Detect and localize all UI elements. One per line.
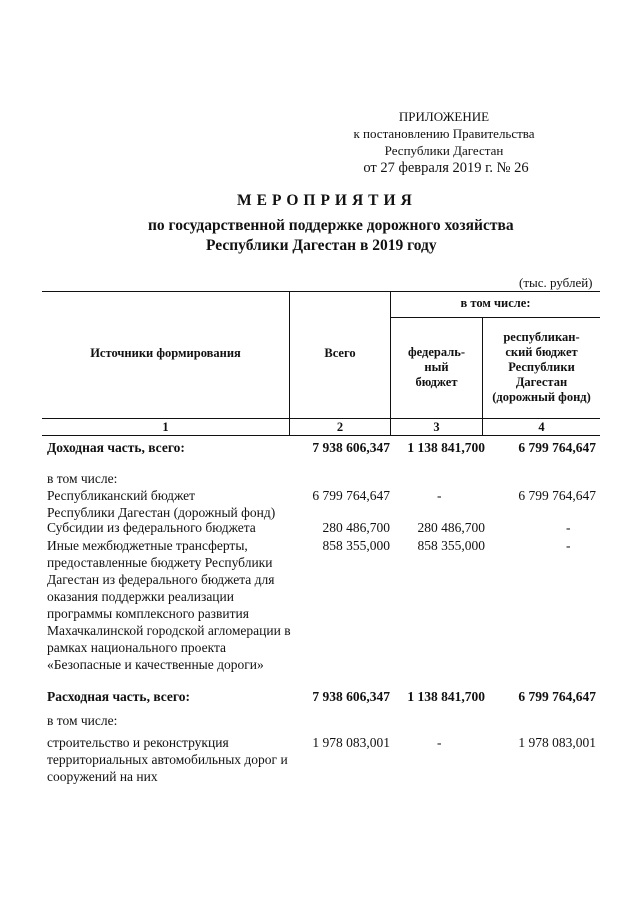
header-including-divider <box>390 317 600 318</box>
header-total: Всего <box>324 346 356 360</box>
income-row2-federal: 280 486,700 <box>417 520 485 535</box>
header-republic: республикан- ский бюджет Республики Дагестан (дорожный фонд) <box>492 330 591 404</box>
income-total-republic: 6 799 764,647 <box>518 440 596 455</box>
header-federal: федераль- ный бюджет <box>407 345 465 389</box>
units-label: (тыс. рублей) <box>519 275 593 290</box>
expense-row-road-construction: строительство и реконструкция территориальных автомобильных дорог и сооружений на них <box>47 735 288 784</box>
income-row-republic-budget: Республиканский бюджет Республики Дагестан (дорожный фонд) <box>47 488 276 520</box>
approval-resolution: к постановлению Правительства <box>353 126 535 141</box>
table-top-border <box>42 291 600 292</box>
income-row1-federal: - <box>437 488 442 503</box>
expense-total-republic: 6 799 764,647 <box>518 689 596 704</box>
header-source: Источники формирования <box>90 346 241 360</box>
approval-heading: ПРИЛОЖЕНИЕ <box>398 109 490 124</box>
income-total-federal: 1 138 841,700 <box>407 440 485 455</box>
approval-government: Республики Дагестан <box>384 143 504 158</box>
income-row2-republic: - <box>566 520 571 535</box>
income-row-federal-subsidies: Субсидии из федерального бюджета <box>47 520 256 535</box>
income-including-label: в том числе: <box>47 471 118 486</box>
income-row3-total: 858 355,000 <box>322 538 390 553</box>
column-number-3: 3 <box>433 420 440 434</box>
expense-including-label: в том числе: <box>47 713 118 728</box>
col-divider-1 <box>289 291 290 436</box>
expense-total-label: Расходная часть, всего: <box>47 689 190 704</box>
column-numbers-bottom-border <box>42 435 600 436</box>
header-including: в том числе: <box>460 296 531 310</box>
document-subtitle-year: Республики Дагестан в 2019 году <box>206 237 437 254</box>
income-total-all: 7 938 606,347 <box>312 440 390 455</box>
expense-row1-republic: 1 978 083,001 <box>518 735 596 750</box>
income-row-interbudget-transfers: Иные межбюджетные трансферты, предоставленные бюджету Республики Дагестан из федерального бюджета для оказания поддержки реализации программы комплексного развития Махачкалинской городской агломерации в рамках национального проекта «Безопасные и качественные дороги» <box>47 538 291 672</box>
column-number-1: 1 <box>162 420 169 434</box>
column-number-2: 2 <box>336 420 344 434</box>
expense-total-federal: 1 138 841,700 <box>407 689 485 704</box>
document-title: МЕРОПРИЯТИЯ <box>237 192 417 209</box>
income-total-label: Доходная часть, всего: <box>47 440 185 455</box>
expense-row1-federal: - <box>437 735 442 750</box>
income-row1-republic: 6 799 764,647 <box>518 488 596 503</box>
expense-row1-total: 1 978 083,001 <box>312 735 390 750</box>
document-subtitle: по государственной поддержке дорожного хозяйства <box>148 217 514 234</box>
income-row3-federal: 858 355,000 <box>417 538 485 553</box>
income-row2-total: 280 486,700 <box>322 520 390 535</box>
approval-date-number: от 27 февраля 2019 г. № 26 <box>363 160 529 176</box>
income-row3-republic: - <box>566 538 571 553</box>
income-row1-total: 6 799 764,647 <box>312 488 390 503</box>
expense-total-all: 7 938 606,347 <box>312 689 390 704</box>
header-bottom-border <box>42 418 600 419</box>
column-number-4: 4 <box>538 420 545 434</box>
